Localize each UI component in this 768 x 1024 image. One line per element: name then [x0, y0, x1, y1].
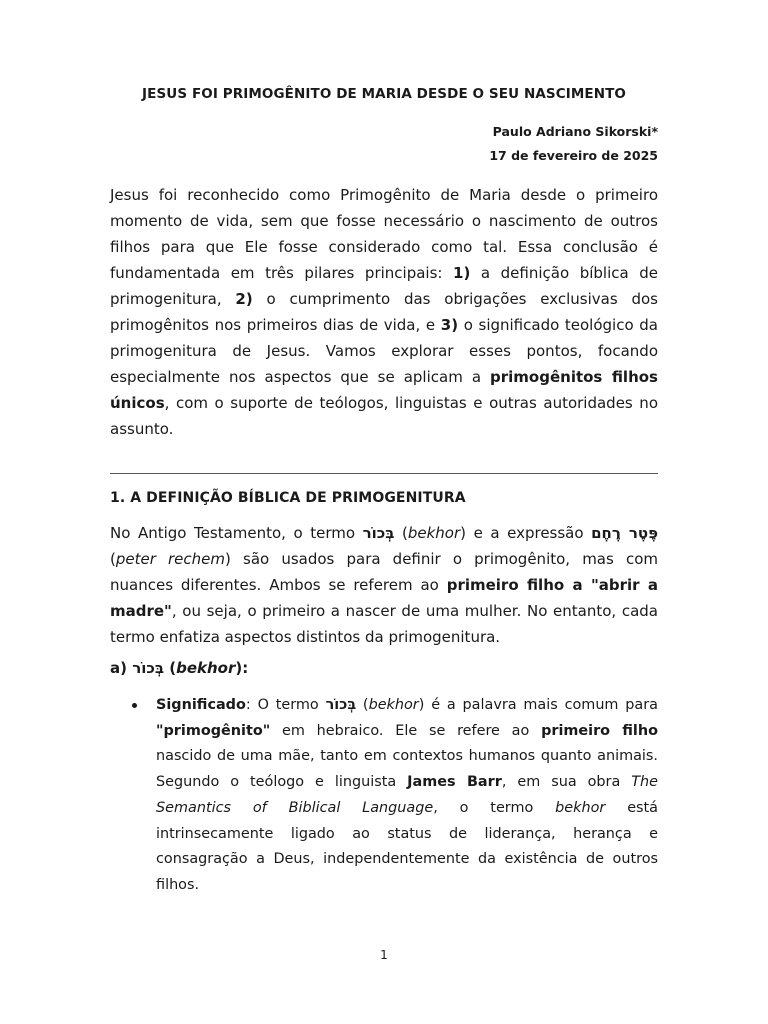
text-run: Significado: [156, 697, 246, 713]
author-block: [110, 120, 658, 168]
text-run: 3): [440, 316, 459, 334]
text-run: está intrinsecamente ligado ao status de liderança, herança e consagração a Deus, independentemente da existência de outros filhos.: [156, 799, 659, 893]
page-number: 1: [380, 948, 388, 962]
document-title: JESUS FOI PRIMOGÊNITO DE MARIA DESDE O SEU NASCIMENTO: [142, 86, 626, 102]
text-run: "primogênito": [156, 722, 271, 739]
text-run: ) é a palavra mais comum para: [418, 697, 658, 713]
document-date: 17 de fevereiro de 2025: [489, 148, 658, 163]
hebrew-term: בְּכוֹר: [325, 697, 357, 713]
text-run: (: [394, 524, 408, 542]
text-run: (: [164, 659, 177, 677]
text-run: : O termo: [245, 697, 326, 713]
list-item: [110, 693, 658, 899]
text-run: nascido de uma mãe, tanto em contextos humanos quanto animais. Segundo o teólogo e linguista: [156, 748, 658, 791]
text-run: ) são usados para definir o primogênito, mas com nuances diferentes. Ambos se referem ao: [110, 550, 658, 594]
document-page: [110, 86, 658, 899]
text-run: , com o suporte de teólogos, linguistas e outras autoridades no assunto.: [110, 394, 658, 438]
text-run: bekhor: [368, 697, 419, 713]
text-run: bekhor: [407, 524, 461, 542]
text-run: a): [110, 659, 133, 677]
text-run: a definição bíblica de primogenitura,: [110, 264, 658, 308]
subsection-heading: [110, 659, 658, 677]
text-run: , o termo: [433, 799, 556, 816]
text-run: peter rechem: [115, 550, 226, 568]
intro-paragraph: [110, 182, 658, 442]
hebrew-term: בְּכוֹר: [132, 659, 165, 677]
section-paragraph: [110, 520, 658, 650]
text-run: The Semantics of Biblical Language: [156, 774, 658, 816]
hebrew-term: פֶּטֶר רֶחֶם: [591, 524, 658, 542]
section-heading: 1. A DEFINIÇÃO BÍBLICA DE PRIMOGENITURA: [110, 490, 466, 506]
text-run: bekhor: [555, 799, 606, 816]
text-run: , em sua obra: [501, 774, 632, 791]
text-run: Jesus foi reconhecido como Primogênito de Maria desde o primeiro momento de vida, sem que fosse necessário o nascimento de outros filhos para que Ele fosse considerado como tal. Essa conclusão é fundamentada em três pilares principais:: [110, 186, 658, 282]
text-run: primeiro filho a "abrir a madre": [110, 576, 658, 620]
author-name: Paulo Adriano Sikorski*: [492, 124, 658, 139]
text-run: ):: [235, 659, 249, 677]
text-run: primogênitos filhos únicos: [110, 368, 658, 412]
text-run: o cumprimento das obrigações exclusivas dos primogênitos nos primeiros dias de vida, e: [110, 290, 658, 334]
text-run: (: [356, 697, 369, 713]
text-run: No Antigo Testamento, o termo: [110, 524, 363, 542]
text-run: (: [110, 550, 116, 568]
text-run: 2): [235, 290, 253, 308]
text-run: , ou seja, o primeiro a nascer de uma mulher. No entanto, cada termo enfatiza aspectos distintos da primogenitura.: [110, 602, 658, 646]
section-divider: [110, 473, 658, 474]
text-run: 1): [453, 264, 471, 282]
text-run: primeiro filho: [541, 722, 658, 739]
list-item-text: [156, 697, 658, 893]
text-run: em hebraico. Ele se refere ao: [270, 722, 542, 739]
bullet-icon: [132, 703, 137, 708]
hebrew-term: בְּכוֹר: [362, 524, 395, 542]
text-run: o significado teológico da primogenitura de Jesus. Vamos explorar esses pontos, focando especialmente nos aspectos que se aplicam a: [110, 316, 658, 386]
text-run: bekhor: [176, 659, 236, 677]
text-run: James Barr: [407, 774, 502, 791]
text-run: ) e a expressão: [460, 524, 592, 542]
